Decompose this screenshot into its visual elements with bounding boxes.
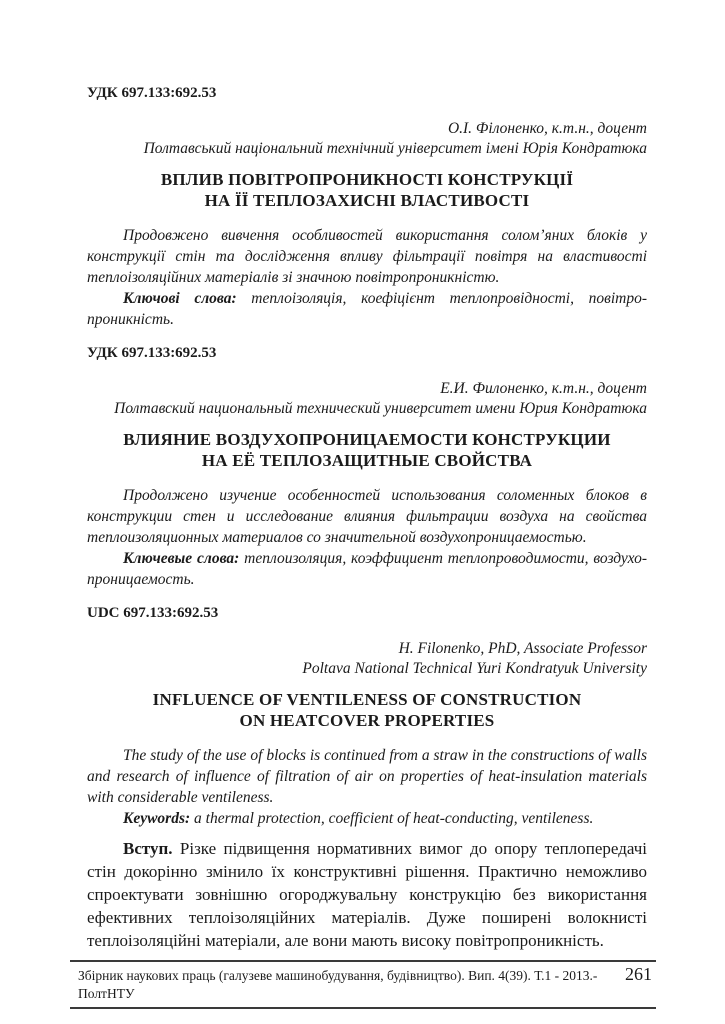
section-russian bbox=[87, 344, 647, 590]
abstract-text: Продолжено изучение особенностей использования соломенных блоков в конструкции стен и исследование влияния фильтрации воздуха на свойства теплоизоляционных материалов со значительной воздухопроницаемостью. bbox=[87, 487, 647, 546]
author-line: О.І. Філоненко, к.т.н., доцент bbox=[447, 120, 647, 137]
affiliation-line: Полтавский национальный технический университет имени Юрия Кондратюка bbox=[114, 399, 647, 417]
byline-block bbox=[87, 119, 647, 158]
introduction-paragraph bbox=[87, 837, 647, 952]
article-title-line1: ВЛИЯНИЕ ВОЗДУХОПРОНИЦАЕМОСТИ КОНСТРУКЦИИ bbox=[123, 430, 611, 449]
journal-citation: Збірник наукових праць (галузеве машинобудування, будівництво). Вип. 4(39). Т.1 - 2013.- ПолтНТУ bbox=[78, 968, 598, 1001]
affiliation-line: Poltava National Technical Yuri Kondratyuk University bbox=[302, 659, 647, 677]
introduction-lead: Вступ. bbox=[123, 839, 173, 858]
section-ukrainian bbox=[87, 84, 647, 330]
byline-block bbox=[87, 639, 647, 678]
udc-code: УДК 697.133:692.53 bbox=[87, 85, 217, 101]
keywords-line bbox=[87, 808, 647, 829]
udc-code: УДК 697.133:692.53 bbox=[87, 345, 217, 361]
byline-block bbox=[87, 379, 647, 418]
article-title-line1: ВПЛИВ ПОВІТРОПРОНИКНОСТІ КОНСТРУКЦІЇ bbox=[160, 170, 574, 189]
keywords-text: a thermal protection, coefficient of heat-conducting, ventileness. bbox=[190, 810, 594, 827]
page-number: 261 bbox=[625, 964, 652, 984]
introduction-text: Різке підвищення нормативних вимог до опору теплопередачі стін докорінно змінило їх конструктивні рішення. Практично неможливо спроектувати зовнішню огороджувальну конструкцію без використання ефективних теплоізоляційних матеріалів. Дуже поширені волокнисті теплоізоляційні матеріали, але вони мають високу повітропроникність. bbox=[87, 839, 647, 950]
keywords-line bbox=[87, 288, 647, 330]
keywords-line bbox=[87, 548, 647, 590]
affiliation-line: Полтавський національний технічний університет імені Юрія Кондратюка bbox=[143, 139, 647, 157]
author-line: H. Filonenko, PhD, Associate Professor bbox=[398, 640, 647, 657]
article-title-line2: НА ЇЇ ТЕПЛОЗАХИСНІ ВЛАСТИВОСТІ bbox=[204, 191, 530, 210]
article-title-line2: НА ЕЁ ТЕПЛОЗАЩИТНЫЕ СВОЙСТВА bbox=[201, 451, 533, 470]
article-title bbox=[87, 169, 647, 211]
keywords-label: Ключевые слова: bbox=[123, 550, 240, 567]
keywords-label: Keywords: bbox=[123, 810, 191, 827]
section-english bbox=[87, 604, 647, 829]
author-line: Е.И. Филоненко, к.т.н., доцент bbox=[440, 380, 647, 397]
udc-code: UDC 697.133:692.53 bbox=[87, 605, 219, 621]
abstract-text: The study of the use of blocks is continued from a straw in the constructions of walls and research of influence of filtration of air on properties of heat-insulation materials with considerable ventileness. bbox=[87, 747, 647, 806]
article-title bbox=[87, 689, 647, 731]
article-title-line1: INFLUENCE OF VENTILENESS OF CONSTRUCTION bbox=[152, 690, 582, 709]
article-title bbox=[87, 429, 647, 471]
keywords-label: Ключові слова: bbox=[123, 290, 237, 307]
page-footer bbox=[70, 960, 656, 1009]
abstract-text: Продовжено вивчення особливостей використання солом’яних блоків у конструкції стін та дослідження впливу фільтрації повітря на властивості теплоізоляційних матеріалів зі значною повітропроникністю. bbox=[87, 227, 647, 286]
keywords-text: теплоізоляція, коефіцієнт теплопровідності, повітро-проникність. bbox=[87, 290, 647, 328]
keywords-text: теплоизоляция, коэффициент теплопроводимости, воздухо-проницаемость. bbox=[87, 550, 648, 588]
article-title-line2: ON HEATCOVER PROPERTIES bbox=[239, 711, 495, 730]
